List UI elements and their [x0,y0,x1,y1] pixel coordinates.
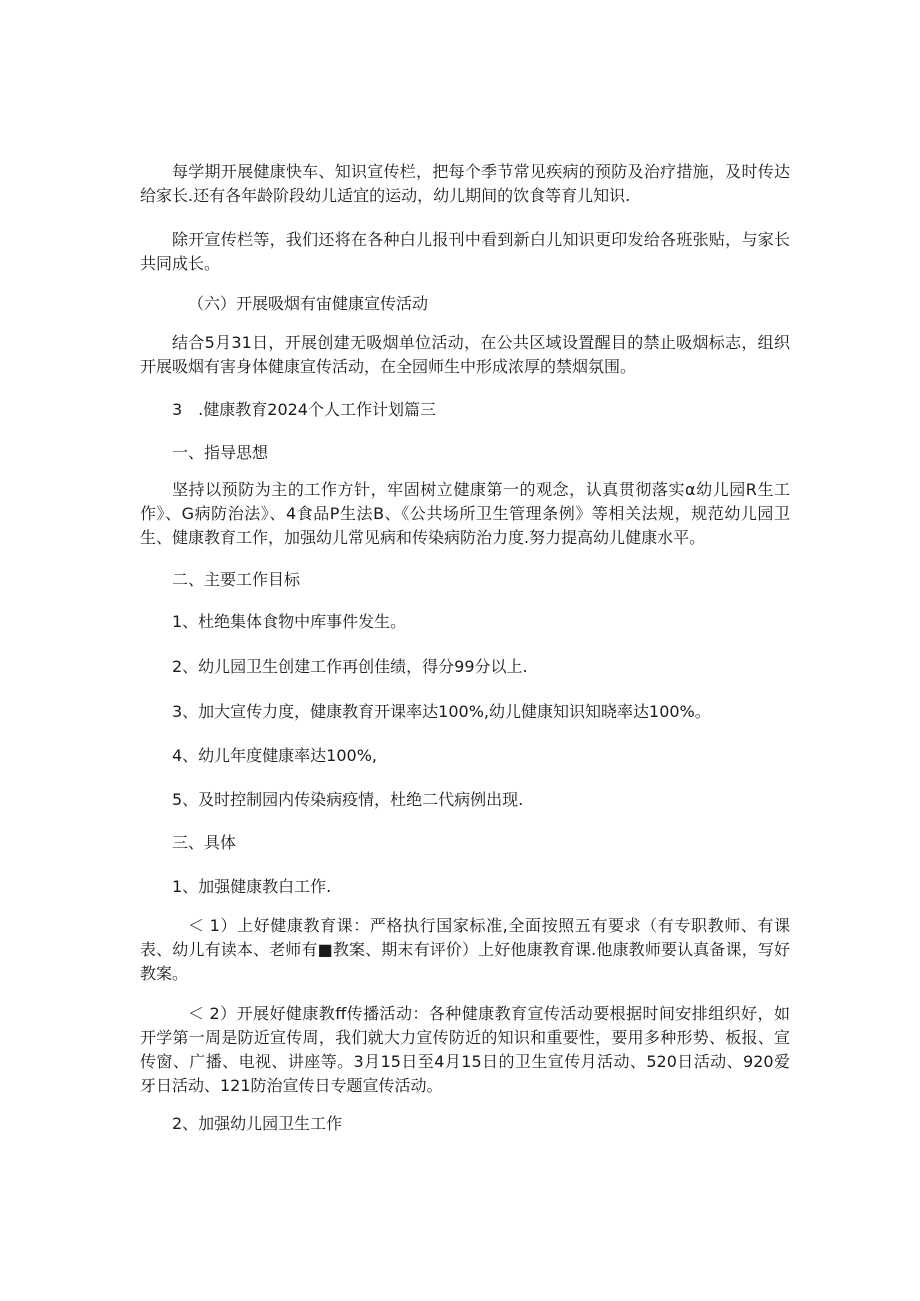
heading-smoking-campaign: （六）开展吸烟有宙健康宣传活动 [188,294,429,313]
section-health-education: 1、加强健康教白工作. [172,877,332,896]
heading-main-goals: 二、主要工作目标 [172,570,301,589]
section-kindergarten-hygiene: 2、加强幼儿园卫生工作 [172,1114,343,1133]
goal-item-4: 4、幼儿年度健康率达100%, [172,746,378,765]
goal-item-5: 5、及时控制园内传染病疫情，杜绝二代病例出现. [172,790,524,809]
heading-guiding-ideology: 一、指导思想 [172,443,269,462]
heading-plan-part-three: 3 .健康教育2024个人工作计划篇三 [172,400,436,419]
goal-item-1: 1、杜绝集体食物中库事件发生。 [172,612,407,631]
item-health-class: ＜ 1）上好健康教育课：严格执行国家标准,全面按照五有要求（有专职教师、有课表、幼儿有读本、老师有■教案、期末有评价）上好他康教育课.他康教师要认真备课，写好教案。 [140,916,790,983]
goal-item-2: 2、幼儿园卫生创建工作再创佳绩，得分99分以上. [172,657,528,676]
paragraph-prevention-policy: 坚持以预防为主的工作方针，牢固树立健康第一的观念，认真贯彻落实α幼儿园R生工作》、G病防治法》、4食品P生法B、《公共场所卫生管理条例》等相关法规，规范幼儿园卫生、健康教育工作，加强幼儿常见病和传染病防治力度.努力提高幼儿健康水平。 [140,480,790,547]
goal-item-3: 3、加大宣传力度，健康教育开课率达100%,幼儿健康知识知晓率达100%。 [172,702,711,721]
paragraph-no-smoking: 结合5月31日，开展创建无吸烟单位活动，在公共区域设置醒目的禁止吸烟标志，组织开展吸烟有害身体健康宣传活动，在全园师生中形成浓厚的禁烟氛围。 [140,333,790,376]
paragraph-bulletin-board: 除开宣传栏等，我们还将在各种白儿报刊中看到新白儿知识更印发给各班张贴，与家长共同成长。 [140,230,790,273]
heading-specific: 三、具体 [172,833,237,852]
paragraph-health-express: 每学期开展健康快车、知识宣传栏，把每个季节常见疾病的预防及治疗措施，及时传达给家长.还有各年龄阶段幼儿适宜的运动，幼儿期间的饮食等育儿知识. [140,162,790,205]
item-health-promotion: ＜ 2）开展好健康教ff传播活动：各种健康教育宣传活动要根据时间安排组织好，如开学第一周是防近宣传周，我们就大力宣传防近的知识和重要性，要用多种形势、板报、宣传窗、广播、电视、讲座等。3月15日至4月15日的卫生宣传月活动、520日活动、920爱牙日活动、121防治宣传日专题宣传活动。 [140,1004,790,1095]
